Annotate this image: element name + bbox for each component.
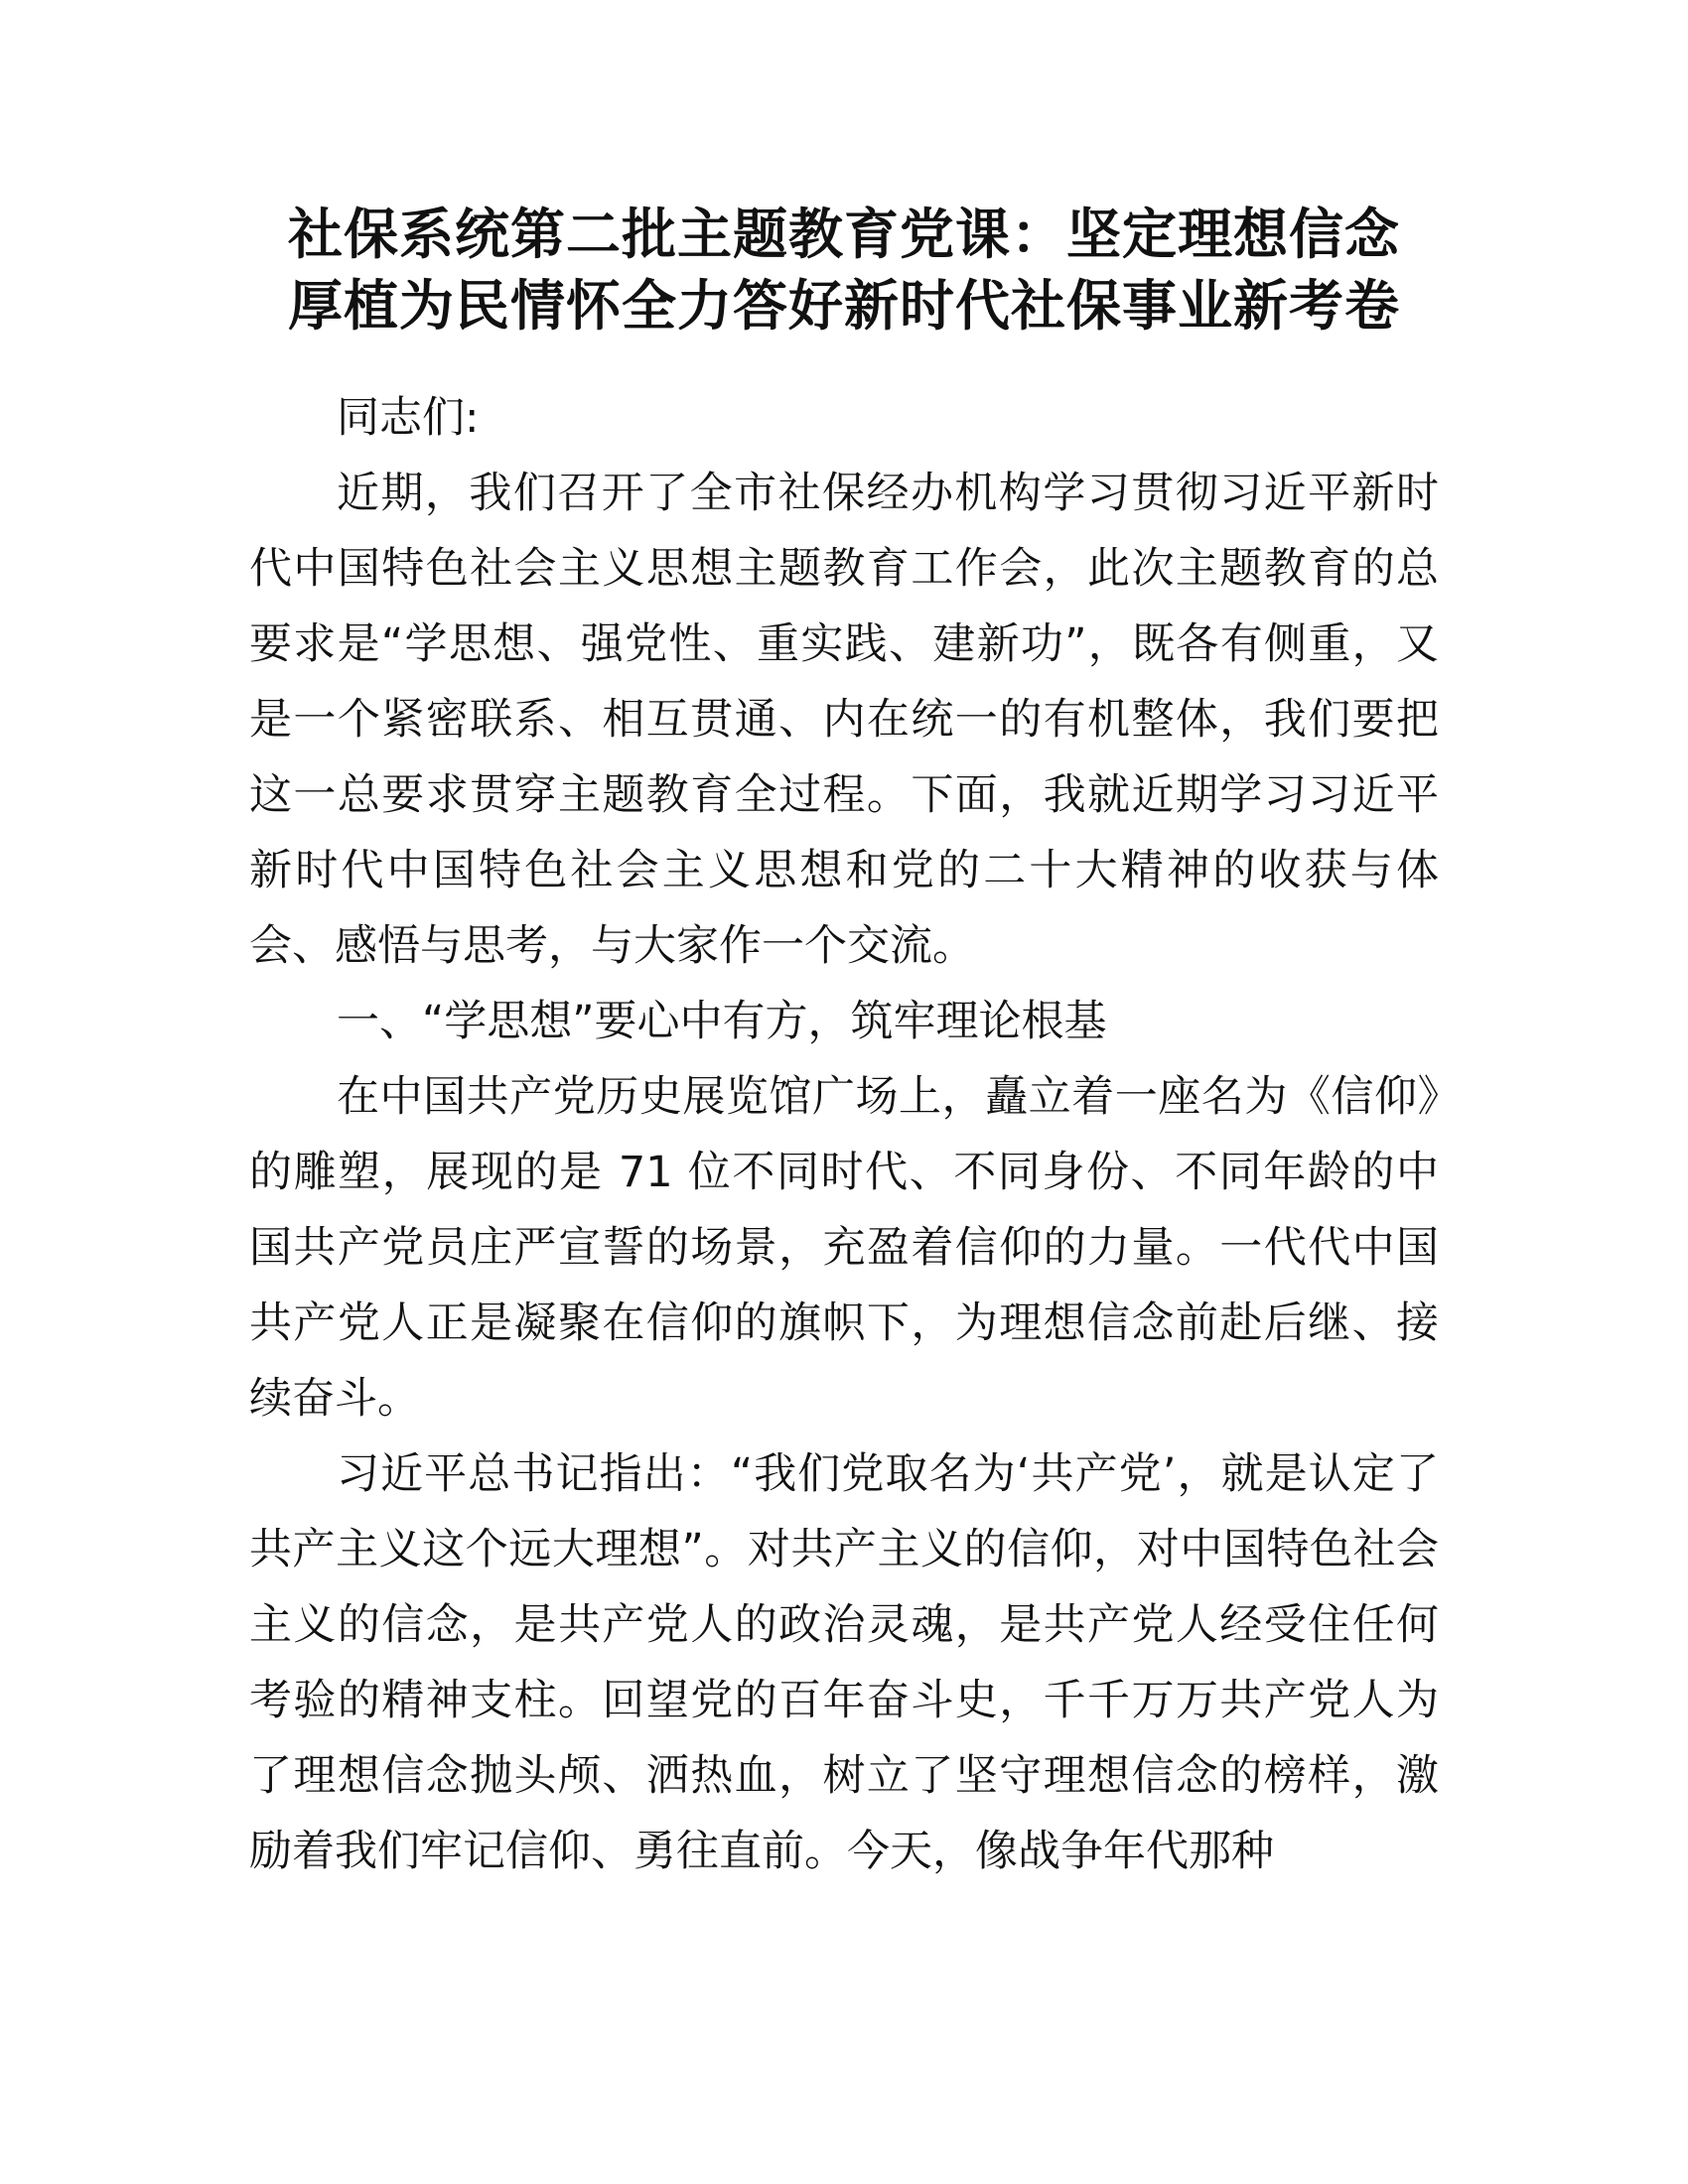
paragraph-intro: 近期，我们召开了全市社保经办机构学习贯彻习近平新时代中国特色社会主义思想主题教育工作会，此次主题教育的总要求是“学思想、强党性、重实践、建新功”，既各有侧重，又是一个紧密联系、相互贯通、内在统一的有机整体，我们要把这一总要求贯穿主题教育全过程。下面，我就近期学习习近平新时代中国特色社会主义思想和党的二十大精神的收获与体会、感悟与思考，与大家作一个交流。 bbox=[249, 469, 1439, 971]
title-line-2: 厚植为民情怀全力答好新时代社保事业新考卷 bbox=[287, 274, 1400, 338]
paragraph-quote: 习近平总书记指出：“我们党取名为‘共产党’，就是认定了共产主义这个远大理想”。对共产主义的信仰，对中国特色社会主义的信念，是共产党人的政治灵魂，是共产党人经受住任何考验的精神支柱。回望党的百年奋斗史，千千万万共产党人为了理想信念抛头颅、洒热血，树立了坚守理想信念的榜样，激励着我们牢记信仰、勇往直前。今天，像战争年代那种 bbox=[249, 1449, 1439, 1876]
document-body bbox=[249, 380, 1439, 1889]
salutation: 同志们: bbox=[337, 393, 480, 443]
section-heading-1: 一、“学思想”要心中有方，筑牢理论根基 bbox=[337, 997, 1107, 1046]
paragraph-sculpture: 在中国共产党历史展览馆广场上，矗立着一座名为《信仰》的雕塑，展现的是 71 位不同时代、不同身份、不同年龄的中国共产党员庄严宣誓的场景，充盈着信仰的力量。一代代中国共产党人正是凝聚在信仰的旗帜下，为理想信念前赴后继、接续奋斗。 bbox=[249, 1072, 1439, 1424]
document-title bbox=[248, 199, 1440, 341]
title-line-1: 社保系统第二批主题教育党课：坚定理想信念 bbox=[287, 203, 1400, 266]
